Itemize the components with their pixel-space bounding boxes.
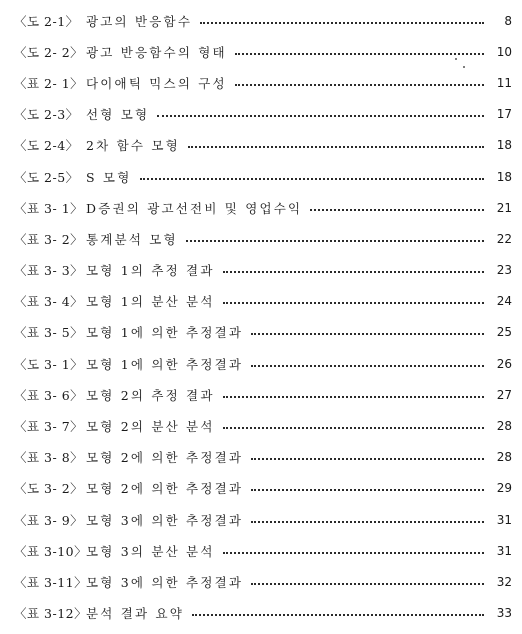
toc-entry-label: 〈표 3- 7〉 (14, 419, 84, 435)
toc-entry-title: 모형 3에 의한 추정결과 (86, 512, 244, 528)
toc-entry-page: 28 (496, 419, 512, 434)
toc-entry-label: 〈표 3- 6〉 (14, 387, 84, 403)
toc-entry-label: 〈표 3-12〉 (14, 606, 88, 622)
toc-dot-leader (235, 53, 484, 55)
toc-entry-title: 모형 2에 의한 추정결과 (86, 450, 244, 466)
toc-entry-label: 〈표 3- 3〉 (14, 263, 84, 279)
toc-entry (14, 566, 512, 597)
toc-entry-label: 〈표 3-10〉 (14, 543, 88, 559)
toc-entry (14, 161, 512, 192)
toc-entry-page: 33 (496, 606, 512, 621)
toc-entry (14, 286, 512, 317)
toc-dot-leader (251, 583, 484, 585)
toc-entry-title: 모형 1의 추정 결과 (86, 263, 215, 279)
toc-dot-leader (251, 521, 484, 523)
toc-entry (14, 36, 512, 67)
toc-entry-page: 18 (496, 169, 512, 184)
toc-dot-leader (223, 271, 484, 273)
toc-entry-label: 〈표 3-11〉 (14, 574, 88, 590)
toc-entry-title: 통계분석 모형 (86, 231, 178, 247)
toc-entry-page: 18 (496, 138, 512, 153)
toc-entry-page: 31 (496, 543, 512, 558)
toc-entry (14, 130, 512, 161)
toc-entry (14, 5, 512, 36)
toc-entry (14, 379, 512, 410)
toc-entry-title: 모형 2에 의한 추정결과 (86, 481, 244, 497)
toc-entry (14, 535, 512, 566)
toc-dot-leader (192, 614, 484, 616)
toc-entry (14, 192, 512, 223)
scan-speck (455, 58, 457, 60)
toc-dot-leader (251, 365, 484, 367)
toc-entry-page: 21 (496, 200, 512, 215)
toc-dot-leader (251, 489, 484, 491)
toc-entry-title: 모형 3의 분산 분석 (86, 543, 215, 559)
toc-dot-leader (200, 22, 484, 24)
toc-dot-leader (140, 178, 485, 180)
toc-entry-title: 분석 결과 요약 (86, 606, 184, 622)
toc-entry-title: 모형 2의 추정 결과 (86, 387, 215, 403)
toc-entry-label: 〈표 3- 1〉 (14, 200, 84, 216)
toc-entry-title: 모형 1에 의한 추정결과 (86, 356, 244, 372)
toc-entry-title: 모형 1의 분산 분석 (86, 294, 215, 310)
toc-dot-leader (235, 84, 484, 86)
toc-entry-page: 29 (496, 481, 512, 496)
toc-entry-page: 22 (496, 231, 512, 246)
toc-entry-label: 〈표 3- 4〉 (14, 294, 84, 310)
toc-entry-label: 〈도 2-1〉 (14, 13, 79, 29)
toc-dot-leader (188, 146, 484, 148)
toc-entry (14, 504, 512, 535)
toc-entry-label: 〈도 2-4〉 (14, 138, 79, 154)
toc-entry-page: 31 (496, 512, 512, 527)
toc-dot-leader (310, 209, 484, 211)
toc-entry-title: 모형 2의 분산 분석 (86, 419, 215, 435)
toc-dot-leader (223, 427, 484, 429)
toc-dot-leader (251, 333, 484, 335)
toc-entry-label: 〈표 3- 2〉 (14, 231, 84, 247)
toc-entry-page: 17 (496, 107, 512, 122)
toc-entry-label: 〈도 2-5〉 (14, 169, 79, 185)
toc-entry (14, 348, 512, 379)
toc-entry-page: 11 (496, 75, 512, 90)
toc-entry-title: 모형 1에 의한 추정결과 (86, 325, 244, 341)
toc-entry-label: 〈표 2- 1〉 (14, 75, 84, 91)
toc-dot-leader (223, 552, 484, 554)
toc-entry (14, 410, 512, 441)
toc-entry-page: 25 (496, 325, 512, 340)
toc-dot-leader (157, 115, 484, 117)
toc-entry-page: 10 (496, 44, 512, 59)
toc-entry (14, 473, 512, 504)
toc-entry-label: 〈표 3- 5〉 (14, 325, 84, 341)
toc-entry-label: 〈표 3- 9〉 (14, 512, 84, 528)
toc-entry-label: 〈도 3- 1〉 (14, 356, 84, 372)
toc-entry-label: 〈도 2- 2〉 (14, 44, 84, 60)
toc-entry-title: D증권의 광고선전비 및 영업수익 (86, 200, 303, 216)
toc-entry (14, 317, 512, 348)
toc-dot-leader (251, 458, 484, 460)
toc-entry-title: 선형 모형 (86, 107, 150, 123)
toc-entry (14, 99, 512, 130)
toc-entry-label: 〈도 3- 2〉 (14, 481, 84, 497)
toc-entry (14, 223, 512, 254)
table-of-contents (14, 5, 512, 629)
scan-speck (463, 66, 465, 68)
toc-entry-page: 27 (496, 387, 512, 402)
toc-entry-title: 다이애틱 믹스의 구성 (86, 75, 227, 91)
toc-entry-page: 28 (496, 450, 512, 465)
toc-entry-page: 24 (496, 294, 512, 309)
toc-entry-title: S 모형 (86, 169, 132, 185)
toc-entry-label: 〈도 2-3〉 (14, 107, 79, 123)
toc-entry (14, 255, 512, 286)
toc-entry-title: 광고의 반응함수 (86, 13, 193, 29)
toc-entry-page: 32 (496, 574, 512, 589)
toc-entry (14, 598, 512, 629)
toc-entry (14, 442, 512, 473)
toc-entry-title: 2차 함수 모형 (86, 138, 180, 154)
toc-dot-leader (223, 396, 484, 398)
toc-entry-label: 〈표 3- 8〉 (14, 450, 84, 466)
toc-entry-page: 8 (504, 13, 512, 28)
toc-entry-title: 광고 반응함수의 형태 (86, 44, 227, 60)
toc-entry-page: 23 (496, 263, 512, 278)
toc-dot-leader (186, 240, 484, 242)
toc-entry (14, 67, 512, 98)
toc-dot-leader (223, 302, 484, 304)
toc-entry-title: 모형 3에 의한 추정결과 (86, 574, 244, 590)
toc-entry-page: 26 (496, 356, 512, 371)
